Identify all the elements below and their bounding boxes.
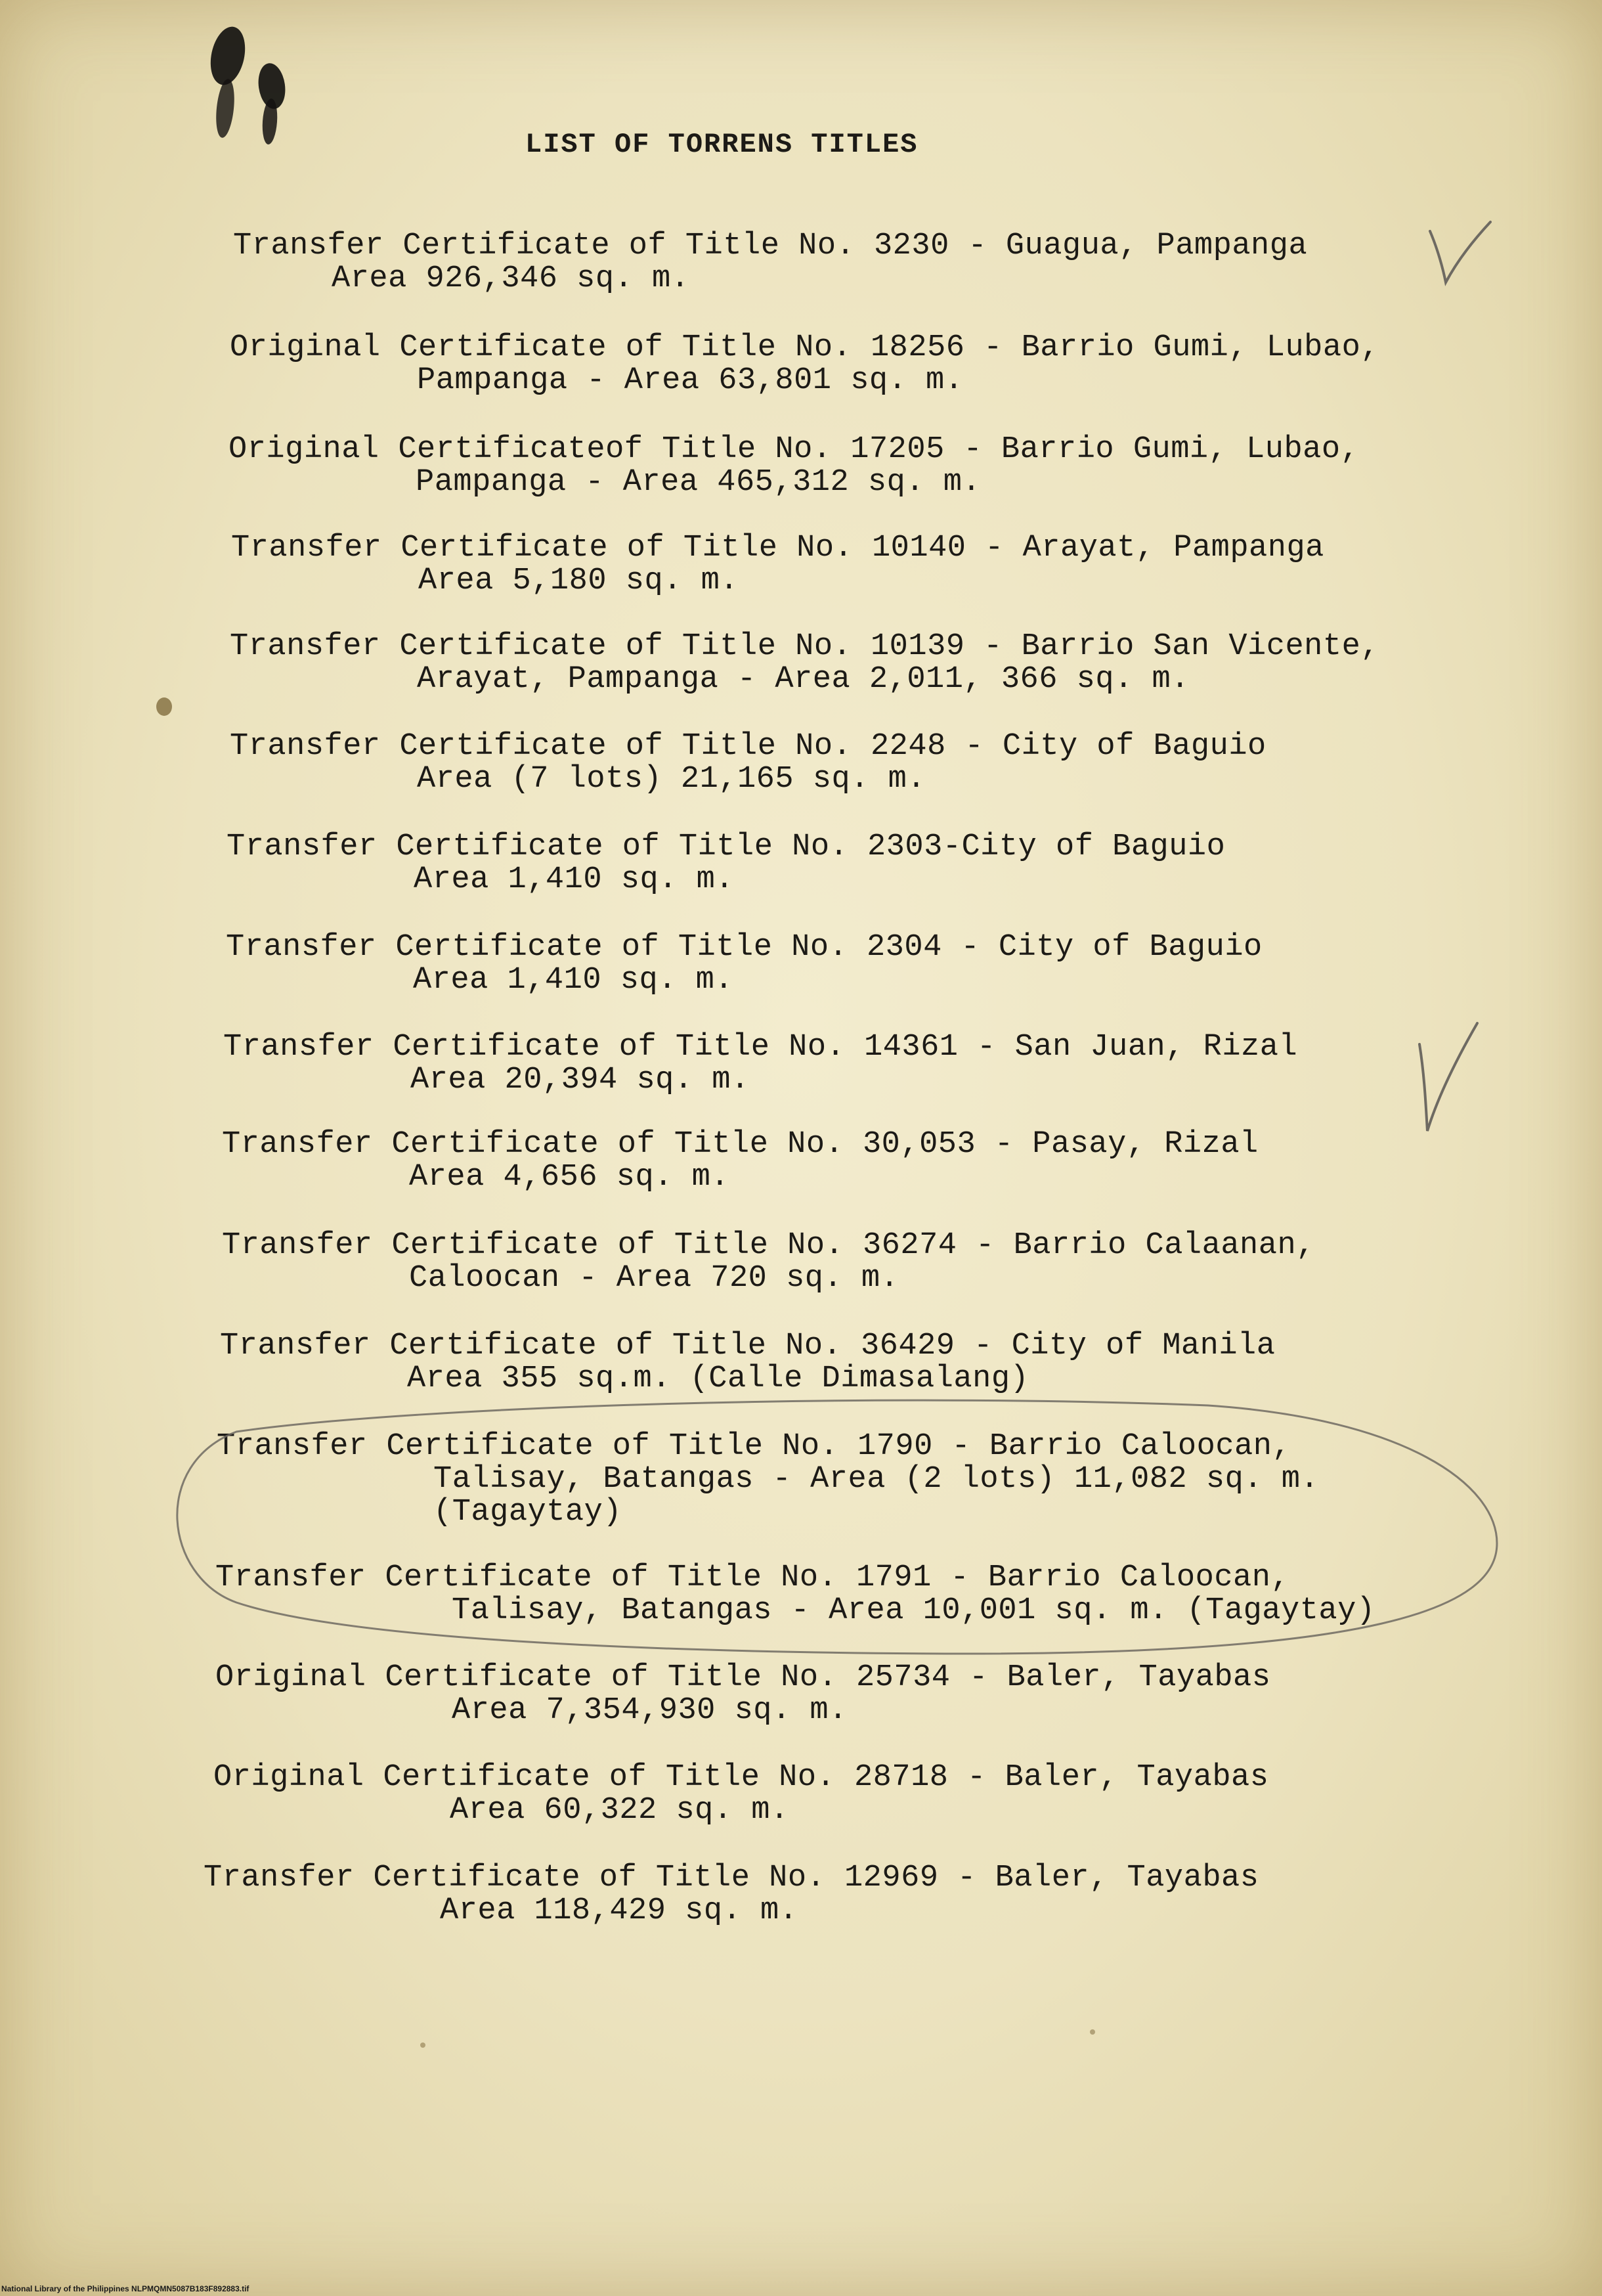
title-entry xyxy=(230,630,1477,696)
title-entry xyxy=(226,931,1473,997)
entry-line-2: Area 926,346 sq. m. xyxy=(332,261,690,296)
paper-spot xyxy=(156,697,172,716)
entry-line-2: Talisay, Batangas - Area (2 lots) 11,082 sq. m. xyxy=(433,1462,1320,1497)
footer-caption: National Library of the Philippines NLPMQMN5087B183F892883.tif xyxy=(1,2284,249,2293)
entry-line-2: Talisay, Batangas - Area 10,001 sq. m. (Tagaytay) xyxy=(452,1593,1375,1628)
entry-line-1: Transfer Certificate of Title No. 10139 - Barrio San Vicente, xyxy=(230,629,1379,664)
title-entry xyxy=(228,433,1476,499)
entry-line-1: Original Certificate of Title No. 25734 - Baler, Tayabas xyxy=(215,1660,1271,1695)
paper-spot xyxy=(420,2042,425,2048)
entry-line-1: Transfer Certificate of Title No. 10140 - Arayat, Pampanga xyxy=(231,531,1324,565)
entry-line-2: Pampanga - Area 63,801 sq. m. xyxy=(417,363,964,398)
title-entry xyxy=(231,532,1479,598)
entry-line-1: Transfer Certificate of Title No. 1790 - Barrio Caloocan, xyxy=(217,1429,1291,1464)
entry-line-2: Area 60,322 sq. m. xyxy=(450,1793,789,1828)
title-entry xyxy=(233,230,1481,296)
entry-line-1: Transfer Certificate of Title No. 2304 - City of Baguio xyxy=(226,930,1263,965)
title-entry xyxy=(223,1031,1471,1097)
title-entry xyxy=(222,1229,1469,1295)
paper-spot xyxy=(1090,2029,1095,2035)
document-title: LIST OF TORRENS TITLES xyxy=(525,129,919,160)
title-entry xyxy=(213,1761,1461,1827)
entry-line-2: Area 1,410 sq. m. xyxy=(414,862,734,897)
entry-line-2: Area 5,180 sq. m. xyxy=(418,563,739,598)
entry-line-2: Area 355 sq.m. (Calle Dimasalang) xyxy=(407,1361,1029,1396)
entry-line-1: Transfer Certificate of Title No. 2303-City of Baguio xyxy=(227,829,1226,864)
entry-line-2: Caloocan - Area 720 sq. m. xyxy=(409,1261,899,1296)
ink-stain xyxy=(213,78,236,139)
title-entry xyxy=(230,730,1477,796)
entry-line-1: Original Certificate of Title No. 18256 - Barrio Gumi, Lubao, xyxy=(230,330,1379,365)
entry-line-1: Transfer Certificate of Title No. 30,053 - Pasay, Rizal xyxy=(222,1127,1259,1162)
entry-line-1: Transfer Certificate of Title No. 36274 - Barrio Calaanan, xyxy=(222,1228,1315,1263)
title-entry xyxy=(204,1862,1451,1928)
entry-line-1: Transfer Certificate of Title No. 2248 - City of Baguio xyxy=(230,729,1266,764)
title-entry xyxy=(217,1430,1464,1529)
title-entry xyxy=(227,831,1474,896)
entry-line-1: Original Certificate of Title No. 28718 - Baler, Tayabas xyxy=(213,1760,1269,1795)
entry-line-3: (Tagaytay) xyxy=(433,1495,622,1530)
entry-line-1: Original Certificateof Title No. 17205 - Barrio Gumi, Lubao, xyxy=(228,432,1360,467)
title-entry xyxy=(215,1562,1463,1627)
entry-line-2: Area 1,410 sq. m. xyxy=(413,963,733,998)
title-entry xyxy=(220,1330,1467,1396)
entry-line-1: Transfer Certificate of Title No. 14361 - San Juan, Rizal xyxy=(223,1030,1298,1065)
entry-line-2: Pampanga - Area 465,312 sq. m. xyxy=(416,465,982,500)
entry-line-1: Transfer Certificate of Title No. 1791 - Barrio Caloocan, xyxy=(215,1560,1290,1595)
entry-line-2: Area 20,394 sq. m. xyxy=(410,1063,750,1097)
title-entry xyxy=(215,1662,1463,1727)
ink-stain xyxy=(261,98,279,144)
entry-line-1: Transfer Certificate of Title No. 3230 - Guagua, Pampanga xyxy=(233,229,1308,263)
entry-line-1: Transfer Certificate of Title No. 12969 - Baler, Tayabas xyxy=(204,1861,1259,1895)
title-entry xyxy=(222,1128,1469,1194)
entry-line-1: Transfer Certificate of Title No. 36429 - City of Manila xyxy=(220,1329,1276,1363)
entry-line-2: Area (7 lots) 21,165 sq. m. xyxy=(417,762,926,797)
entry-line-2: Area 118,429 sq. m. xyxy=(440,1893,798,1928)
entry-line-2: Area 7,354,930 sq. m. xyxy=(452,1693,848,1728)
title-entry xyxy=(230,332,1477,397)
entry-line-2: Arayat, Pampanga - Area 2,011, 366 sq. m. xyxy=(417,662,1190,697)
entry-line-2: Area 4,656 sq. m. xyxy=(409,1160,729,1195)
